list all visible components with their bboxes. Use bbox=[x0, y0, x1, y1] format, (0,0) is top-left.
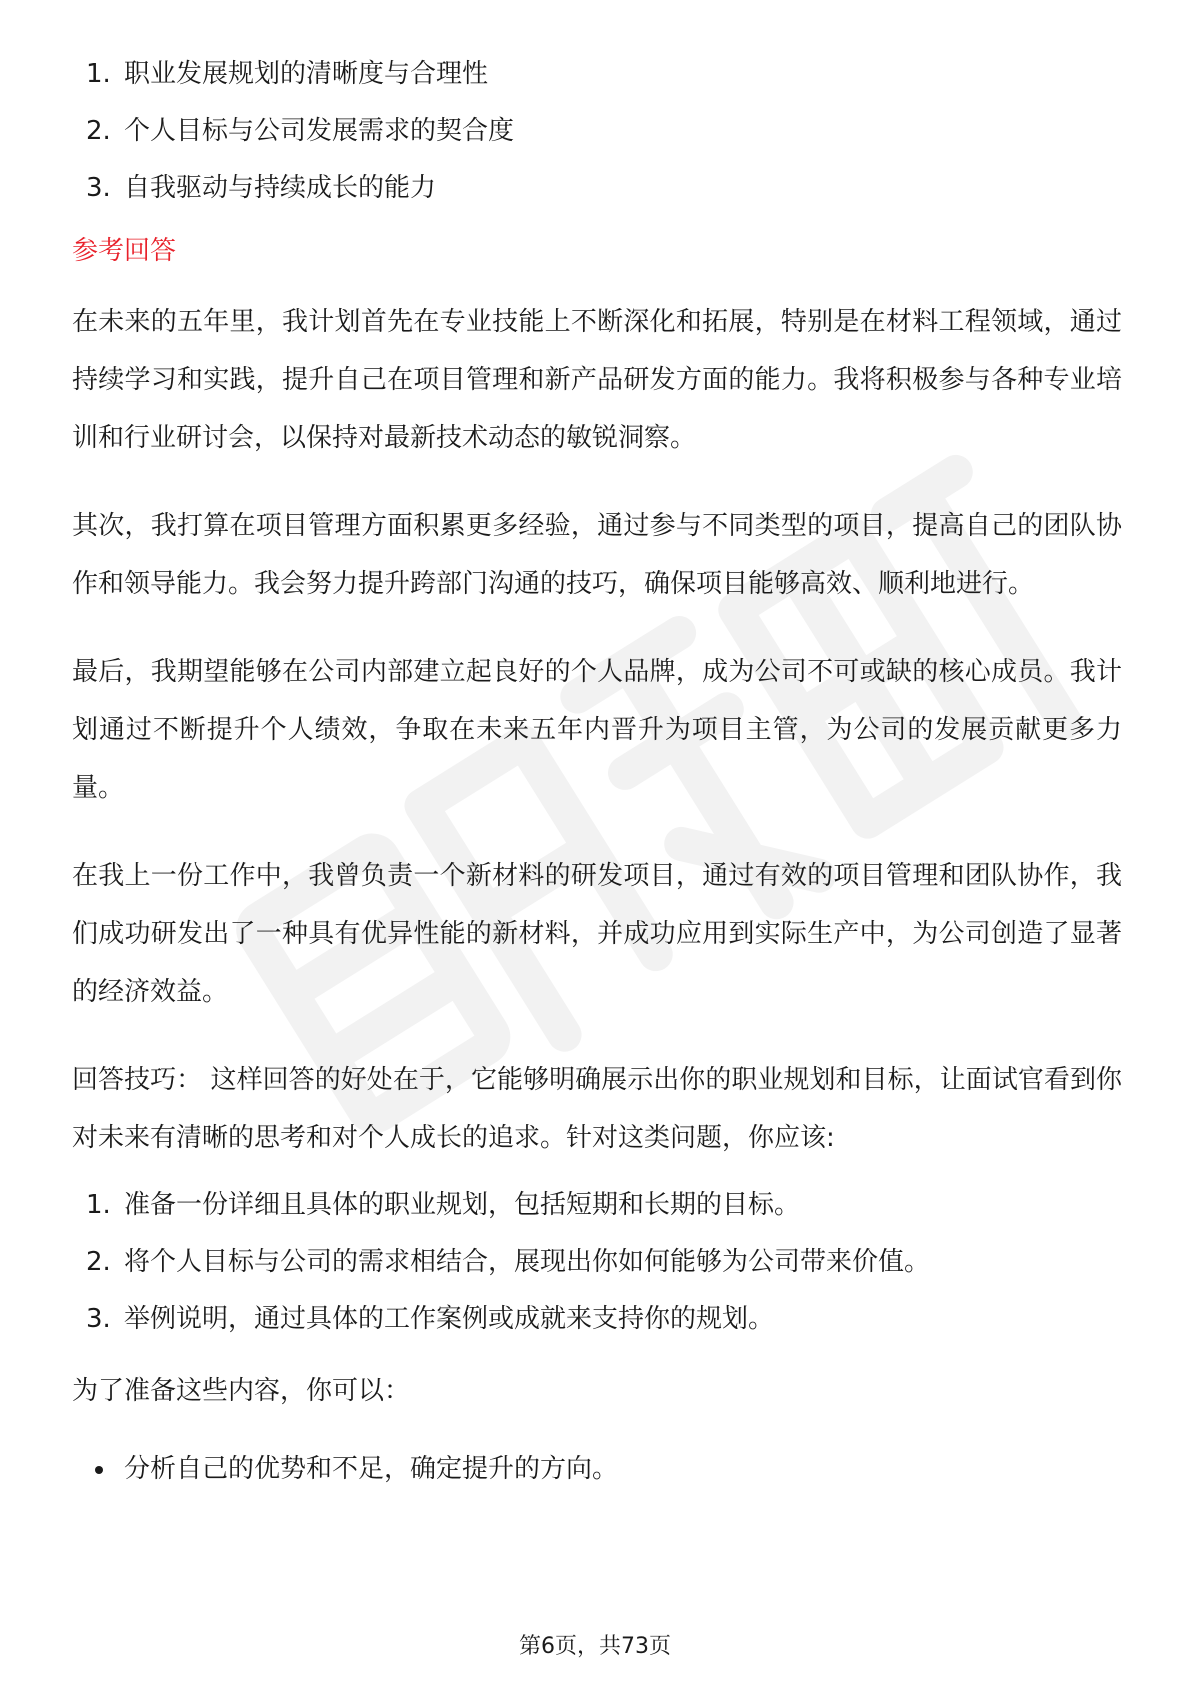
answer-heading: 参考回答 bbox=[72, 236, 177, 266]
list-item bbox=[72, 1244, 1122, 1281]
list-item-text: 分析自己的优势和不足，确定提升的方向。 bbox=[124, 1454, 619, 1484]
bullet-list bbox=[72, 1451, 1122, 1488]
list-item bbox=[72, 1187, 1122, 1224]
list-item bbox=[72, 1301, 1122, 1338]
paragraph: 在我上一份工作中，我曾负责一个新材料的研发项目，通过有效的项目管理和团队协作，我们成功研发出了一种具有优异性能的新材料，并成功应用到实际生产中，为公司创造了显著的经济效益。 bbox=[72, 861, 1122, 1007]
list-number: 3. bbox=[86, 173, 111, 203]
list-item bbox=[72, 170, 1122, 207]
list-number: 1. bbox=[86, 59, 111, 89]
list-item bbox=[72, 56, 1122, 93]
criteria-list bbox=[72, 56, 1122, 207]
list-number: 2. bbox=[86, 1247, 111, 1277]
prep-intro: 为了准备这些内容，你可以： bbox=[72, 1376, 411, 1406]
list-item bbox=[72, 113, 1122, 150]
list-item bbox=[72, 1451, 1122, 1488]
list-item-text: 举例说明，通过具体的工作案例或成就来支持你的规划。 bbox=[124, 1304, 775, 1334]
paragraph: 在未来的五年里，我计划首先在专业技能上不断深化和拓展，特别是在材料工程领域，通过持续学习和实践，提升自己在项目管理和新产品研发方面的能力。我将积极参与各种专业培训和行业研讨会，以保持对最新技术动态的敏锐洞察。 bbox=[72, 307, 1122, 453]
list-number: 1. bbox=[86, 1190, 111, 1220]
list-item-text: 自我驱动与持续成长的能力 bbox=[124, 173, 437, 203]
list-number: 3. bbox=[86, 1304, 111, 1334]
list-item-text: 职业发展规划的清晰度与合理性 bbox=[124, 59, 489, 89]
tips-list bbox=[72, 1187, 1122, 1338]
tips-paragraph: 回答技巧： 这样回答的好处在于，它能够明确展示出你的职业规划和目标，让面试官看到你对未来有清晰的思考和对个人成长的追求。针对这类问题，你应该: bbox=[72, 1065, 1122, 1153]
list-item-text: 将个人目标与公司的需求相结合，展现出你如何能够为公司带来价值。 bbox=[124, 1247, 931, 1277]
list-item-text: 个人目标与公司发展需求的契合度 bbox=[124, 116, 515, 146]
paragraph: 其次，我打算在项目管理方面积累更多经验，通过参与不同类型的项目，提高自己的团队协作和领导能力。我会努力提升跨部门沟通的技巧，确保项目能够高效、顺利地进行。 bbox=[72, 511, 1122, 599]
page-footer: 第6页，共73页 bbox=[519, 1634, 671, 1659]
page-content bbox=[72, 56, 1122, 1488]
paragraph: 最后，我期望能够在公司内部建立起良好的个人品牌，成为公司不可或缺的核心成员。我计划通过不断提升个人绩效，争取在未来五年内晋升为项目主管，为公司的发展贡献更多力量。 bbox=[72, 657, 1122, 803]
list-item-text: 准备一份详细且具体的职业规划，包括短期和长期的目标。 bbox=[124, 1190, 801, 1220]
list-number: 2. bbox=[86, 116, 111, 146]
bullet-icon bbox=[95, 1466, 103, 1474]
